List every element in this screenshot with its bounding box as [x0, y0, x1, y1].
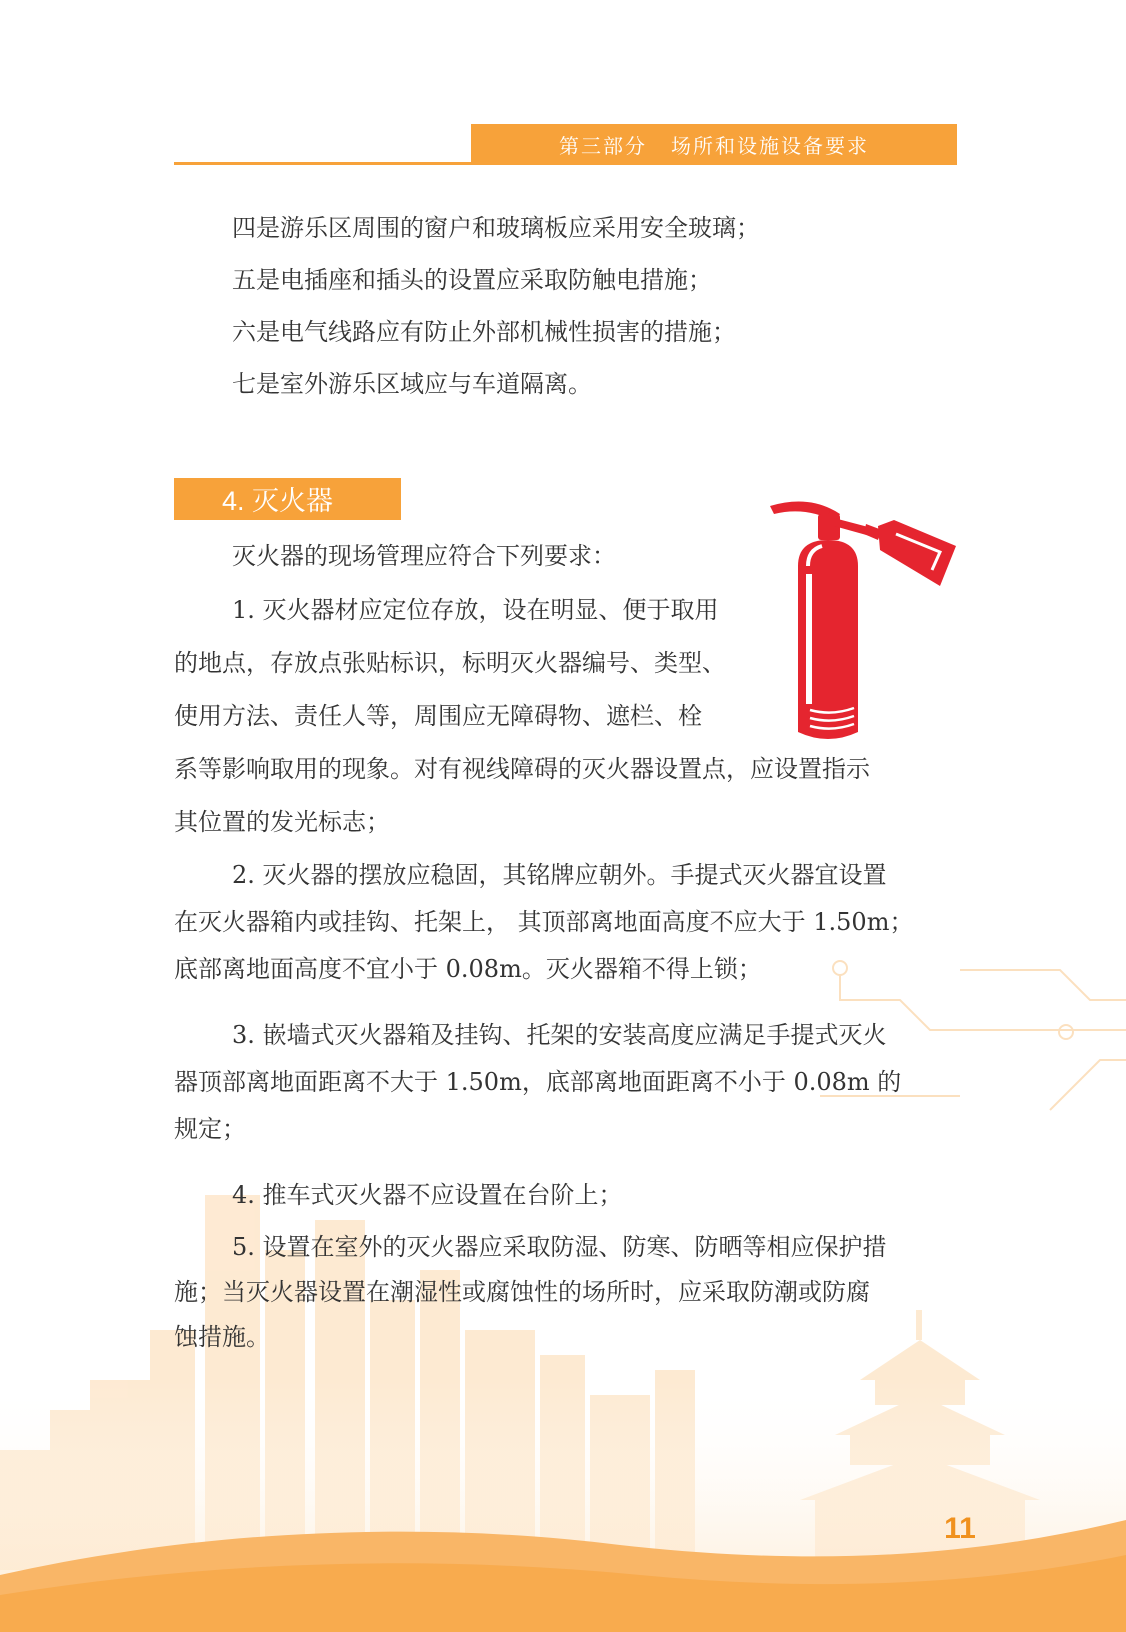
requirement-list: [174, 202, 956, 410]
section-intro: [174, 530, 956, 583]
text-line: 施；当灭火器设置在潮湿性或腐蚀性的场所时，应采取防潮或防腐: [174, 1278, 870, 1306]
text-line: 的地点，存放点张贴标识，标明灭火器编号、类型、: [174, 649, 726, 677]
item-1: [174, 584, 956, 849]
item-5: [174, 1225, 956, 1360]
text-line: 蚀措施。: [174, 1323, 270, 1351]
item-2: [174, 852, 956, 993]
chapter-part: 第三部分: [559, 134, 647, 158]
intro-text: 灭火器的现场管理应符合下列要求：: [232, 542, 616, 570]
section-heading: 4. 灭火器: [174, 478, 401, 520]
item-4: [174, 1172, 956, 1219]
text-line: 在灭火器箱内或挂钩、托架上， 其顶部离地面高度不应大于 1.50m；: [174, 908, 914, 936]
text-line: 其位置的发光标志；: [174, 808, 390, 836]
item-3: [174, 1012, 956, 1153]
text-line: 系等影响取用的现象。对有视线障碍的灭火器设置点，应设置指示: [174, 755, 870, 783]
list-item: 五是电插座和插头的设置应采取防触电措施；: [232, 266, 712, 294]
list-item: 四是游乐区周围的窗户和玻璃板应采用安全玻璃；: [232, 214, 760, 242]
chapter-header: [471, 124, 957, 165]
chapter-title: 场所和设施设备要求: [671, 134, 869, 158]
text-line: 3. 嵌墙式灭火器箱及挂钩、托架的安装高度应满足手提式灭火: [232, 1021, 887, 1049]
text-line: 器顶部离地面距离不大于 1.50m，底部离地面距离不小于 0.08m 的: [174, 1068, 902, 1096]
text-line: 使用方法、责任人等，周围应无障碍物、遮栏、栓: [174, 702, 702, 730]
text-line: 规定；: [174, 1115, 246, 1143]
list-item: 六是电气线路应有防止外部机械性损害的措施；: [232, 318, 736, 346]
list-item: 七是室外游乐区域应与车道隔离。: [232, 370, 592, 398]
text-line: 1. 灭火器材应定位存放，设在明显、便于取用: [232, 596, 719, 624]
text-line: 底部离地面高度不宜小于 0.08m。灭火器箱不得上锁；: [174, 955, 762, 983]
text-line: 4. 推车式灭火器不应设置在台阶上；: [232, 1181, 623, 1209]
page-number: 11: [944, 1512, 976, 1545]
text-line: 2. 灭火器的摆放应稳固，其铭牌应朝外。手提式灭火器宜设置: [232, 861, 887, 889]
text-line: 5. 设置在室外的灭火器应采取防湿、防寒、防晒等相应保护措: [232, 1233, 887, 1261]
